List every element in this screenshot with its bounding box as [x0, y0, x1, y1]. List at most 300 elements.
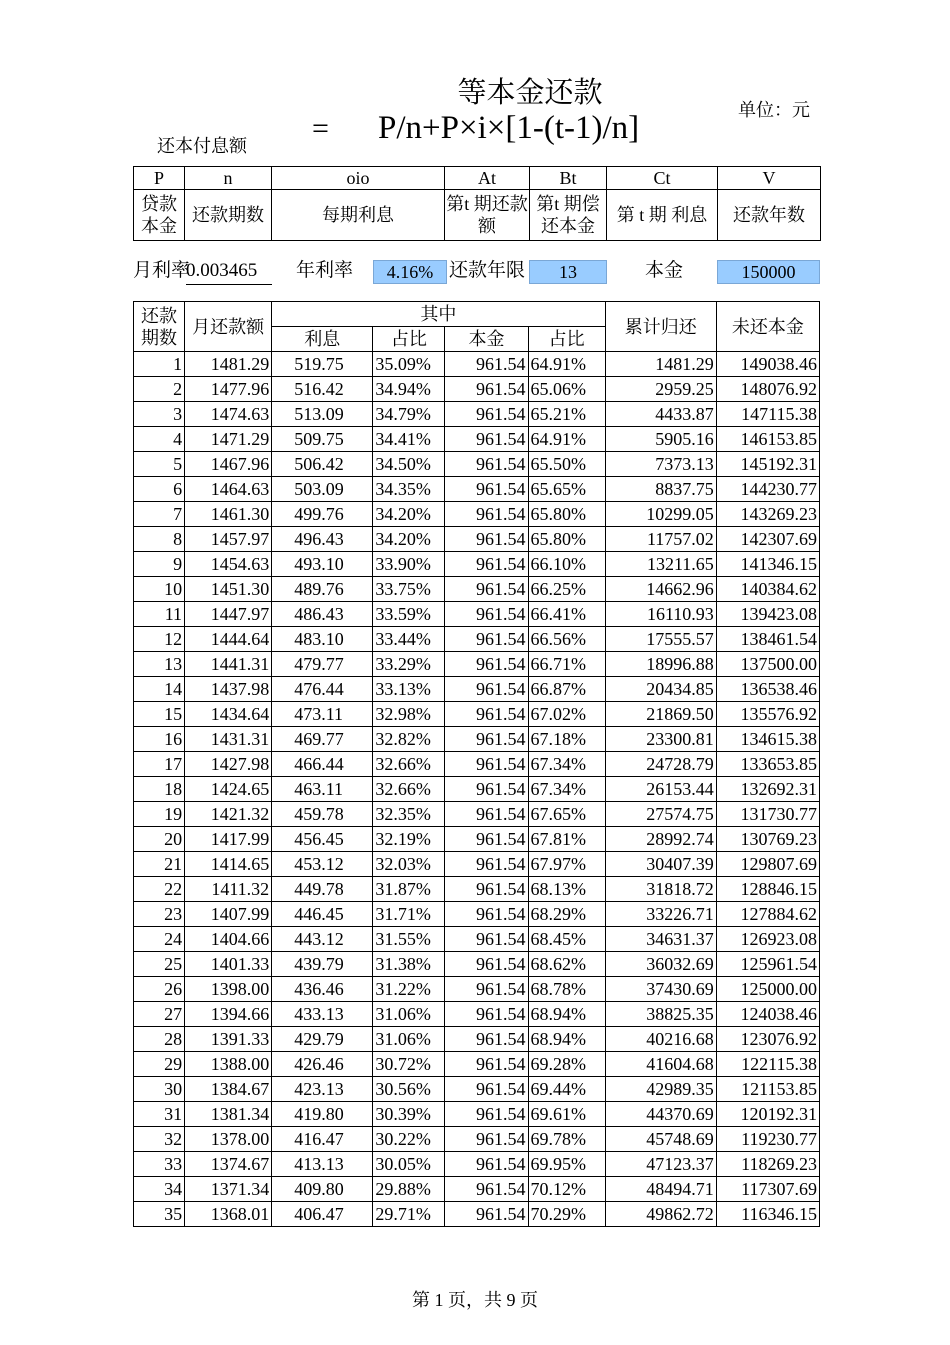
- table-row: [134, 552, 820, 577]
- legend-label: 第 t 期 利息: [607, 190, 718, 241]
- legend-label: 贷款本金: [134, 190, 185, 241]
- cell-interest-pct: 30.39%: [373, 1102, 445, 1127]
- cell-interest-pct: 35.09%: [373, 352, 445, 377]
- table-row: [134, 877, 820, 902]
- table-row: [134, 1077, 820, 1102]
- years-label: 还款年限: [449, 260, 526, 281]
- cell-cumulative: 44370.69: [605, 1102, 716, 1127]
- cell-cumulative: 17555.57: [605, 627, 716, 652]
- cell-payment: 1424.65: [185, 777, 272, 802]
- cell-interest: 419.80: [272, 1102, 373, 1127]
- cell-cumulative: 47123.37: [605, 1152, 716, 1177]
- cell-interest-pct: 30.22%: [373, 1127, 445, 1152]
- cell-period: 35: [134, 1202, 185, 1227]
- cell-payment: 1427.98: [185, 752, 272, 777]
- table-row: [134, 652, 820, 677]
- cell-period: 3: [134, 402, 185, 427]
- cell-remaining: 138461.54: [716, 627, 819, 652]
- cell-principal-pct: 68.94%: [528, 1002, 605, 1027]
- cell-interest-pct: 32.66%: [373, 752, 445, 777]
- cell-cumulative: 10299.05: [605, 502, 716, 527]
- cell-payment: 1457.97: [185, 527, 272, 552]
- cell-interest-pct: 32.19%: [373, 827, 445, 852]
- cell-period: 34: [134, 1177, 185, 1202]
- cell-cumulative: 42989.35: [605, 1077, 716, 1102]
- legend-symbol: Ct: [607, 167, 718, 190]
- cell-interest: 519.75: [272, 352, 373, 377]
- table-row: [134, 527, 820, 552]
- cell-remaining: 117307.69: [716, 1177, 819, 1202]
- table-row: [134, 852, 820, 877]
- cell-interest-pct: 34.20%: [373, 502, 445, 527]
- cell-period: 31: [134, 1102, 185, 1127]
- cell-cumulative: 1481.29: [605, 352, 716, 377]
- page-title: 等本金还款: [457, 77, 603, 109]
- cell-principal: 961.54: [445, 702, 528, 727]
- cell-period: 2: [134, 377, 185, 402]
- cell-cumulative: 24728.79: [605, 752, 716, 777]
- cell-remaining: 149038.46: [716, 352, 819, 377]
- table-row: [134, 627, 820, 652]
- cell-principal: 961.54: [445, 927, 528, 952]
- cell-payment: 1411.32: [185, 877, 272, 902]
- cell-principal: 961.54: [445, 727, 528, 752]
- cell-payment: 1454.63: [185, 552, 272, 577]
- cell-payment: 1384.67: [185, 1077, 272, 1102]
- cell-principal-pct: 67.81%: [528, 827, 605, 852]
- cell-principal: 961.54: [445, 1152, 528, 1177]
- cell-cumulative: 48494.71: [605, 1177, 716, 1202]
- cell-interest-pct: 34.94%: [373, 377, 445, 402]
- cell-principal-pct: 64.91%: [528, 352, 605, 377]
- years-value[interactable]: 13: [529, 260, 607, 284]
- cell-interest: 473.11: [272, 702, 373, 727]
- cell-interest-pct: 30.72%: [373, 1052, 445, 1077]
- cell-period: 6: [134, 477, 185, 502]
- cell-remaining: 144230.77: [716, 477, 819, 502]
- cell-cumulative: 7373.13: [605, 452, 716, 477]
- cell-principal-pct: 69.28%: [528, 1052, 605, 1077]
- cell-interest-pct: 34.79%: [373, 402, 445, 427]
- table-row: [134, 1102, 820, 1127]
- legend-symbol: V: [718, 167, 821, 190]
- cell-payment: 1368.01: [185, 1202, 272, 1227]
- cell-interest-pct: 32.66%: [373, 777, 445, 802]
- cell-payment: 1394.66: [185, 1002, 272, 1027]
- cell-principal-pct: 65.65%: [528, 477, 605, 502]
- cell-cumulative: 23300.81: [605, 727, 716, 752]
- cell-period: 30: [134, 1077, 185, 1102]
- cell-interest: 436.46: [272, 977, 373, 1002]
- cell-principal-pct: 67.97%: [528, 852, 605, 877]
- cell-interest: 409.80: [272, 1177, 373, 1202]
- table-row: [134, 1152, 820, 1177]
- cell-interest: 429.79: [272, 1027, 373, 1052]
- cell-interest: 493.10: [272, 552, 373, 577]
- cell-cumulative: 27574.75: [605, 802, 716, 827]
- cell-principal-pct: 68.62%: [528, 952, 605, 977]
- cell-period: 24: [134, 927, 185, 952]
- cell-interest-pct: 31.71%: [373, 902, 445, 927]
- principal-label: 本金: [645, 260, 684, 281]
- legend-label: 还款期数: [185, 190, 272, 241]
- cell-principal: 961.54: [445, 1077, 528, 1102]
- cell-principal-pct: 66.87%: [528, 677, 605, 702]
- cell-principal: 961.54: [445, 1027, 528, 1052]
- formula-expression: P/n+P×i×[1-(t-1)/n]: [378, 110, 640, 146]
- cell-period: 8: [134, 527, 185, 552]
- cell-principal-pct: 65.21%: [528, 402, 605, 427]
- formula-equals: =: [312, 112, 329, 145]
- header-period: 还款期数: [134, 302, 185, 352]
- cell-remaining: 133653.85: [716, 752, 819, 777]
- cell-principal-pct: 66.71%: [528, 652, 605, 677]
- cell-period: 22: [134, 877, 185, 902]
- cell-interest: 433.13: [272, 1002, 373, 1027]
- cell-principal-pct: 67.34%: [528, 752, 605, 777]
- cell-cumulative: 11757.02: [605, 527, 716, 552]
- cell-principal: 961.54: [445, 652, 528, 677]
- header-remaining: 未还本金: [716, 302, 819, 352]
- cell-interest-pct: 34.50%: [373, 452, 445, 477]
- cell-interest-pct: 31.22%: [373, 977, 445, 1002]
- cell-payment: 1437.98: [185, 677, 272, 702]
- cell-principal-pct: 65.50%: [528, 452, 605, 477]
- unit-label: 单位：元: [738, 100, 810, 120]
- table-row: [134, 602, 820, 627]
- cell-period: 25: [134, 952, 185, 977]
- cell-principal-pct: 69.78%: [528, 1127, 605, 1152]
- formula-label: 还本付息额: [157, 136, 247, 156]
- cell-remaining: 142307.69: [716, 527, 819, 552]
- cell-remaining: 147115.38: [716, 402, 819, 427]
- cell-cumulative: 13211.65: [605, 552, 716, 577]
- cell-interest-pct: 32.03%: [373, 852, 445, 877]
- cell-remaining: 126923.08: [716, 927, 819, 952]
- cell-payment: 1434.64: [185, 702, 272, 727]
- header-cumulative: 累计归还: [605, 302, 716, 352]
- cell-interest: 496.43: [272, 527, 373, 552]
- cell-interest-pct: 29.71%: [373, 1202, 445, 1227]
- table-row: [134, 1027, 820, 1052]
- cell-interest: 443.12: [272, 927, 373, 952]
- cell-cumulative: 21869.50: [605, 702, 716, 727]
- cell-period: 16: [134, 727, 185, 752]
- cell-principal-pct: 70.29%: [528, 1202, 605, 1227]
- cell-payment: 1431.31: [185, 727, 272, 752]
- header-principal: 本金: [445, 327, 528, 352]
- cell-interest-pct: 34.20%: [373, 527, 445, 552]
- cell-interest: 469.77: [272, 727, 373, 752]
- cell-principal: 961.54: [445, 602, 528, 627]
- cell-period: 1: [134, 352, 185, 377]
- cell-interest: 456.45: [272, 827, 373, 852]
- cell-cumulative: 34631.37: [605, 927, 716, 952]
- cell-principal-pct: 67.02%: [528, 702, 605, 727]
- cell-principal: 961.54: [445, 1052, 528, 1077]
- legend-table: [133, 166, 821, 241]
- cell-interest: 446.45: [272, 902, 373, 927]
- cell-principal-pct: 66.41%: [528, 602, 605, 627]
- cell-interest: 476.44: [272, 677, 373, 702]
- table-row: [134, 1202, 820, 1227]
- cell-principal-pct: 66.56%: [528, 627, 605, 652]
- cell-payment: 1417.99: [185, 827, 272, 852]
- cell-principal-pct: 68.78%: [528, 977, 605, 1002]
- cell-interest-pct: 33.44%: [373, 627, 445, 652]
- cell-remaining: 140384.62: [716, 577, 819, 602]
- cell-payment: 1414.65: [185, 852, 272, 877]
- legend-label-row: [134, 190, 821, 241]
- table-row: [134, 677, 820, 702]
- cell-principal: 961.54: [445, 1127, 528, 1152]
- cell-principal-pct: 65.06%: [528, 377, 605, 402]
- repayment-table: [133, 301, 820, 1227]
- cell-interest: 416.47: [272, 1127, 373, 1152]
- cell-interest: 453.12: [272, 852, 373, 877]
- table-row: [134, 427, 820, 452]
- cell-cumulative: 30407.39: [605, 852, 716, 877]
- cell-interest-pct: 32.35%: [373, 802, 445, 827]
- cell-interest-pct: 31.87%: [373, 877, 445, 902]
- cell-period: 23: [134, 902, 185, 927]
- cell-remaining: 130769.23: [716, 827, 819, 852]
- cell-payment: 1404.66: [185, 927, 272, 952]
- cell-interest-pct: 34.41%: [373, 427, 445, 452]
- cell-cumulative: 37430.69: [605, 977, 716, 1002]
- cell-principal: 961.54: [445, 402, 528, 427]
- cell-remaining: 129807.69: [716, 852, 819, 877]
- cell-cumulative: 8837.75: [605, 477, 716, 502]
- cell-payment: 1461.30: [185, 502, 272, 527]
- cell-interest: 459.78: [272, 802, 373, 827]
- cell-payment: 1371.34: [185, 1177, 272, 1202]
- table-row: [134, 1052, 820, 1077]
- legend-symbol: oio: [272, 167, 445, 190]
- header-payment: 月还款额: [185, 302, 272, 352]
- cell-cumulative: 36032.69: [605, 952, 716, 977]
- cell-interest: 449.78: [272, 877, 373, 902]
- cell-interest: 426.46: [272, 1052, 373, 1077]
- cell-remaining: 120192.31: [716, 1102, 819, 1127]
- cell-principal: 961.54: [445, 627, 528, 652]
- table-row: [134, 1002, 820, 1027]
- cell-payment: 1391.33: [185, 1027, 272, 1052]
- cell-payment: 1467.96: [185, 452, 272, 477]
- cell-remaining: 127884.62: [716, 902, 819, 927]
- cell-period: 18: [134, 777, 185, 802]
- table-row: [134, 977, 820, 1002]
- annual-rate-value[interactable]: 4.16%: [373, 260, 447, 284]
- cell-period: 10: [134, 577, 185, 602]
- cell-cumulative: 2959.25: [605, 377, 716, 402]
- cell-payment: 1444.64: [185, 627, 272, 652]
- cell-remaining: 116346.15: [716, 1202, 819, 1227]
- cell-principal: 961.54: [445, 777, 528, 802]
- cell-remaining: 132692.31: [716, 777, 819, 802]
- table-row: [134, 477, 820, 502]
- cell-principal: 961.54: [445, 1202, 528, 1227]
- cell-period: 12: [134, 627, 185, 652]
- table-row: [134, 927, 820, 952]
- cell-principal: 961.54: [445, 527, 528, 552]
- cell-principal-pct: 65.80%: [528, 502, 605, 527]
- cell-remaining: 131730.77: [716, 802, 819, 827]
- page-footer: 第 1 页，共 9 页: [412, 1290, 538, 1310]
- table-row: [134, 902, 820, 927]
- cell-cumulative: 49862.72: [605, 1202, 716, 1227]
- cell-payment: 1481.29: [185, 352, 272, 377]
- cell-payment: 1441.31: [185, 652, 272, 677]
- principal-value[interactable]: 150000: [717, 260, 820, 284]
- cell-cumulative: 38825.35: [605, 1002, 716, 1027]
- cell-interest-pct: 32.82%: [373, 727, 445, 752]
- cell-period: 7: [134, 502, 185, 527]
- cell-cumulative: 41604.68: [605, 1052, 716, 1077]
- cell-interest-pct: 30.05%: [373, 1152, 445, 1177]
- cell-cumulative: 31818.72: [605, 877, 716, 902]
- cell-remaining: 125000.00: [716, 977, 819, 1002]
- cell-payment: 1421.32: [185, 802, 272, 827]
- cell-period: 9: [134, 552, 185, 577]
- cell-principal-pct: 67.65%: [528, 802, 605, 827]
- table-row: [134, 452, 820, 477]
- legend-symbol-row: [134, 167, 821, 190]
- cell-period: 17: [134, 752, 185, 777]
- cell-principal-pct: 68.13%: [528, 877, 605, 902]
- legend-symbol: At: [445, 167, 530, 190]
- cell-interest-pct: 33.75%: [373, 577, 445, 602]
- legend-label: 还款年数: [718, 190, 821, 241]
- cell-principal: 961.54: [445, 852, 528, 877]
- table-row: [134, 802, 820, 827]
- cell-principal: 961.54: [445, 477, 528, 502]
- cell-interest: 509.75: [272, 427, 373, 452]
- cell-interest: 483.10: [272, 627, 373, 652]
- monthly-rate-label: 月利率: [133, 260, 191, 281]
- cell-interest: 499.76: [272, 502, 373, 527]
- cell-cumulative: 40216.68: [605, 1027, 716, 1052]
- cell-payment: 1381.34: [185, 1102, 272, 1127]
- cell-interest-pct: 31.55%: [373, 927, 445, 952]
- cell-remaining: 141346.15: [716, 552, 819, 577]
- cell-payment: 1471.29: [185, 427, 272, 452]
- cell-interest-pct: 33.29%: [373, 652, 445, 677]
- cell-principal: 961.54: [445, 1177, 528, 1202]
- cell-principal: 961.54: [445, 577, 528, 602]
- cell-principal: 961.54: [445, 952, 528, 977]
- table-row: [134, 827, 820, 852]
- cell-principal: 961.54: [445, 877, 528, 902]
- cell-cumulative: 5905.16: [605, 427, 716, 452]
- table-row: [134, 752, 820, 777]
- cell-period: 20: [134, 827, 185, 852]
- legend-label: 第t 期偿还本金: [530, 190, 607, 241]
- cell-principal: 961.54: [445, 502, 528, 527]
- cell-payment: 1374.67: [185, 1152, 272, 1177]
- cell-period: 5: [134, 452, 185, 477]
- cell-principal: 961.54: [445, 902, 528, 927]
- cell-interest: 506.42: [272, 452, 373, 477]
- cell-remaining: 137500.00: [716, 652, 819, 677]
- cell-interest: 489.76: [272, 577, 373, 602]
- cell-payment: 1451.30: [185, 577, 272, 602]
- cell-period: 21: [134, 852, 185, 877]
- cell-principal: 961.54: [445, 977, 528, 1002]
- legend-symbol: Bt: [530, 167, 607, 190]
- cell-principal: 961.54: [445, 827, 528, 852]
- cell-principal-pct: 69.44%: [528, 1077, 605, 1102]
- cell-period: 11: [134, 602, 185, 627]
- cell-interest-pct: 30.56%: [373, 1077, 445, 1102]
- annual-rate-label: 年利率: [296, 260, 354, 281]
- cell-principal-pct: 69.95%: [528, 1152, 605, 1177]
- cell-period: 13: [134, 652, 185, 677]
- cell-interest: 486.43: [272, 602, 373, 627]
- cell-payment: 1398.00: [185, 977, 272, 1002]
- cell-cumulative: 26153.44: [605, 777, 716, 802]
- cell-payment: 1388.00: [185, 1052, 272, 1077]
- cell-remaining: 134615.38: [716, 727, 819, 752]
- table-row: [134, 1177, 820, 1202]
- legend-label: 第t 期还款额: [445, 190, 530, 241]
- cell-principal: 961.54: [445, 677, 528, 702]
- cell-interest: 439.79: [272, 952, 373, 977]
- cell-principal: 961.54: [445, 752, 528, 777]
- table-row: [134, 702, 820, 727]
- cell-principal: 961.54: [445, 352, 528, 377]
- table-row: [134, 1127, 820, 1152]
- header-principal-pct: 占比: [528, 327, 605, 352]
- cell-remaining: 139423.08: [716, 602, 819, 627]
- cell-cumulative: 20434.85: [605, 677, 716, 702]
- cell-period: 33: [134, 1152, 185, 1177]
- cell-interest-pct: 33.13%: [373, 677, 445, 702]
- cell-payment: 1378.00: [185, 1127, 272, 1152]
- cell-payment: 1474.63: [185, 402, 272, 427]
- header-interest: 利息: [272, 327, 373, 352]
- cell-interest: 406.47: [272, 1202, 373, 1227]
- table-row: [134, 402, 820, 427]
- cell-interest-pct: 31.38%: [373, 952, 445, 977]
- cell-period: 26: [134, 977, 185, 1002]
- cell-remaining: 136538.46: [716, 677, 819, 702]
- table-row: [134, 377, 820, 402]
- cell-remaining: 124038.46: [716, 1002, 819, 1027]
- cell-principal: 961.54: [445, 452, 528, 477]
- cell-principal: 961.54: [445, 1002, 528, 1027]
- cell-principal-pct: 68.94%: [528, 1027, 605, 1052]
- cell-period: 14: [134, 677, 185, 702]
- cell-period: 28: [134, 1027, 185, 1052]
- cell-interest-pct: 31.06%: [373, 1027, 445, 1052]
- cell-cumulative: 28992.74: [605, 827, 716, 852]
- legend-symbol: n: [185, 167, 272, 190]
- table-row: [134, 952, 820, 977]
- cell-payment: 1464.63: [185, 477, 272, 502]
- cell-principal-pct: 65.80%: [528, 527, 605, 552]
- header-group: 其中: [272, 302, 605, 327]
- cell-remaining: 119230.77: [716, 1127, 819, 1152]
- cell-interest-pct: 31.06%: [373, 1002, 445, 1027]
- legend-label: 每期利息: [272, 190, 445, 241]
- table-row: [134, 352, 820, 377]
- cell-period: 15: [134, 702, 185, 727]
- cell-principal: 961.54: [445, 377, 528, 402]
- cell-remaining: 145192.31: [716, 452, 819, 477]
- cell-remaining: 148076.92: [716, 377, 819, 402]
- cell-cumulative: 45748.69: [605, 1127, 716, 1152]
